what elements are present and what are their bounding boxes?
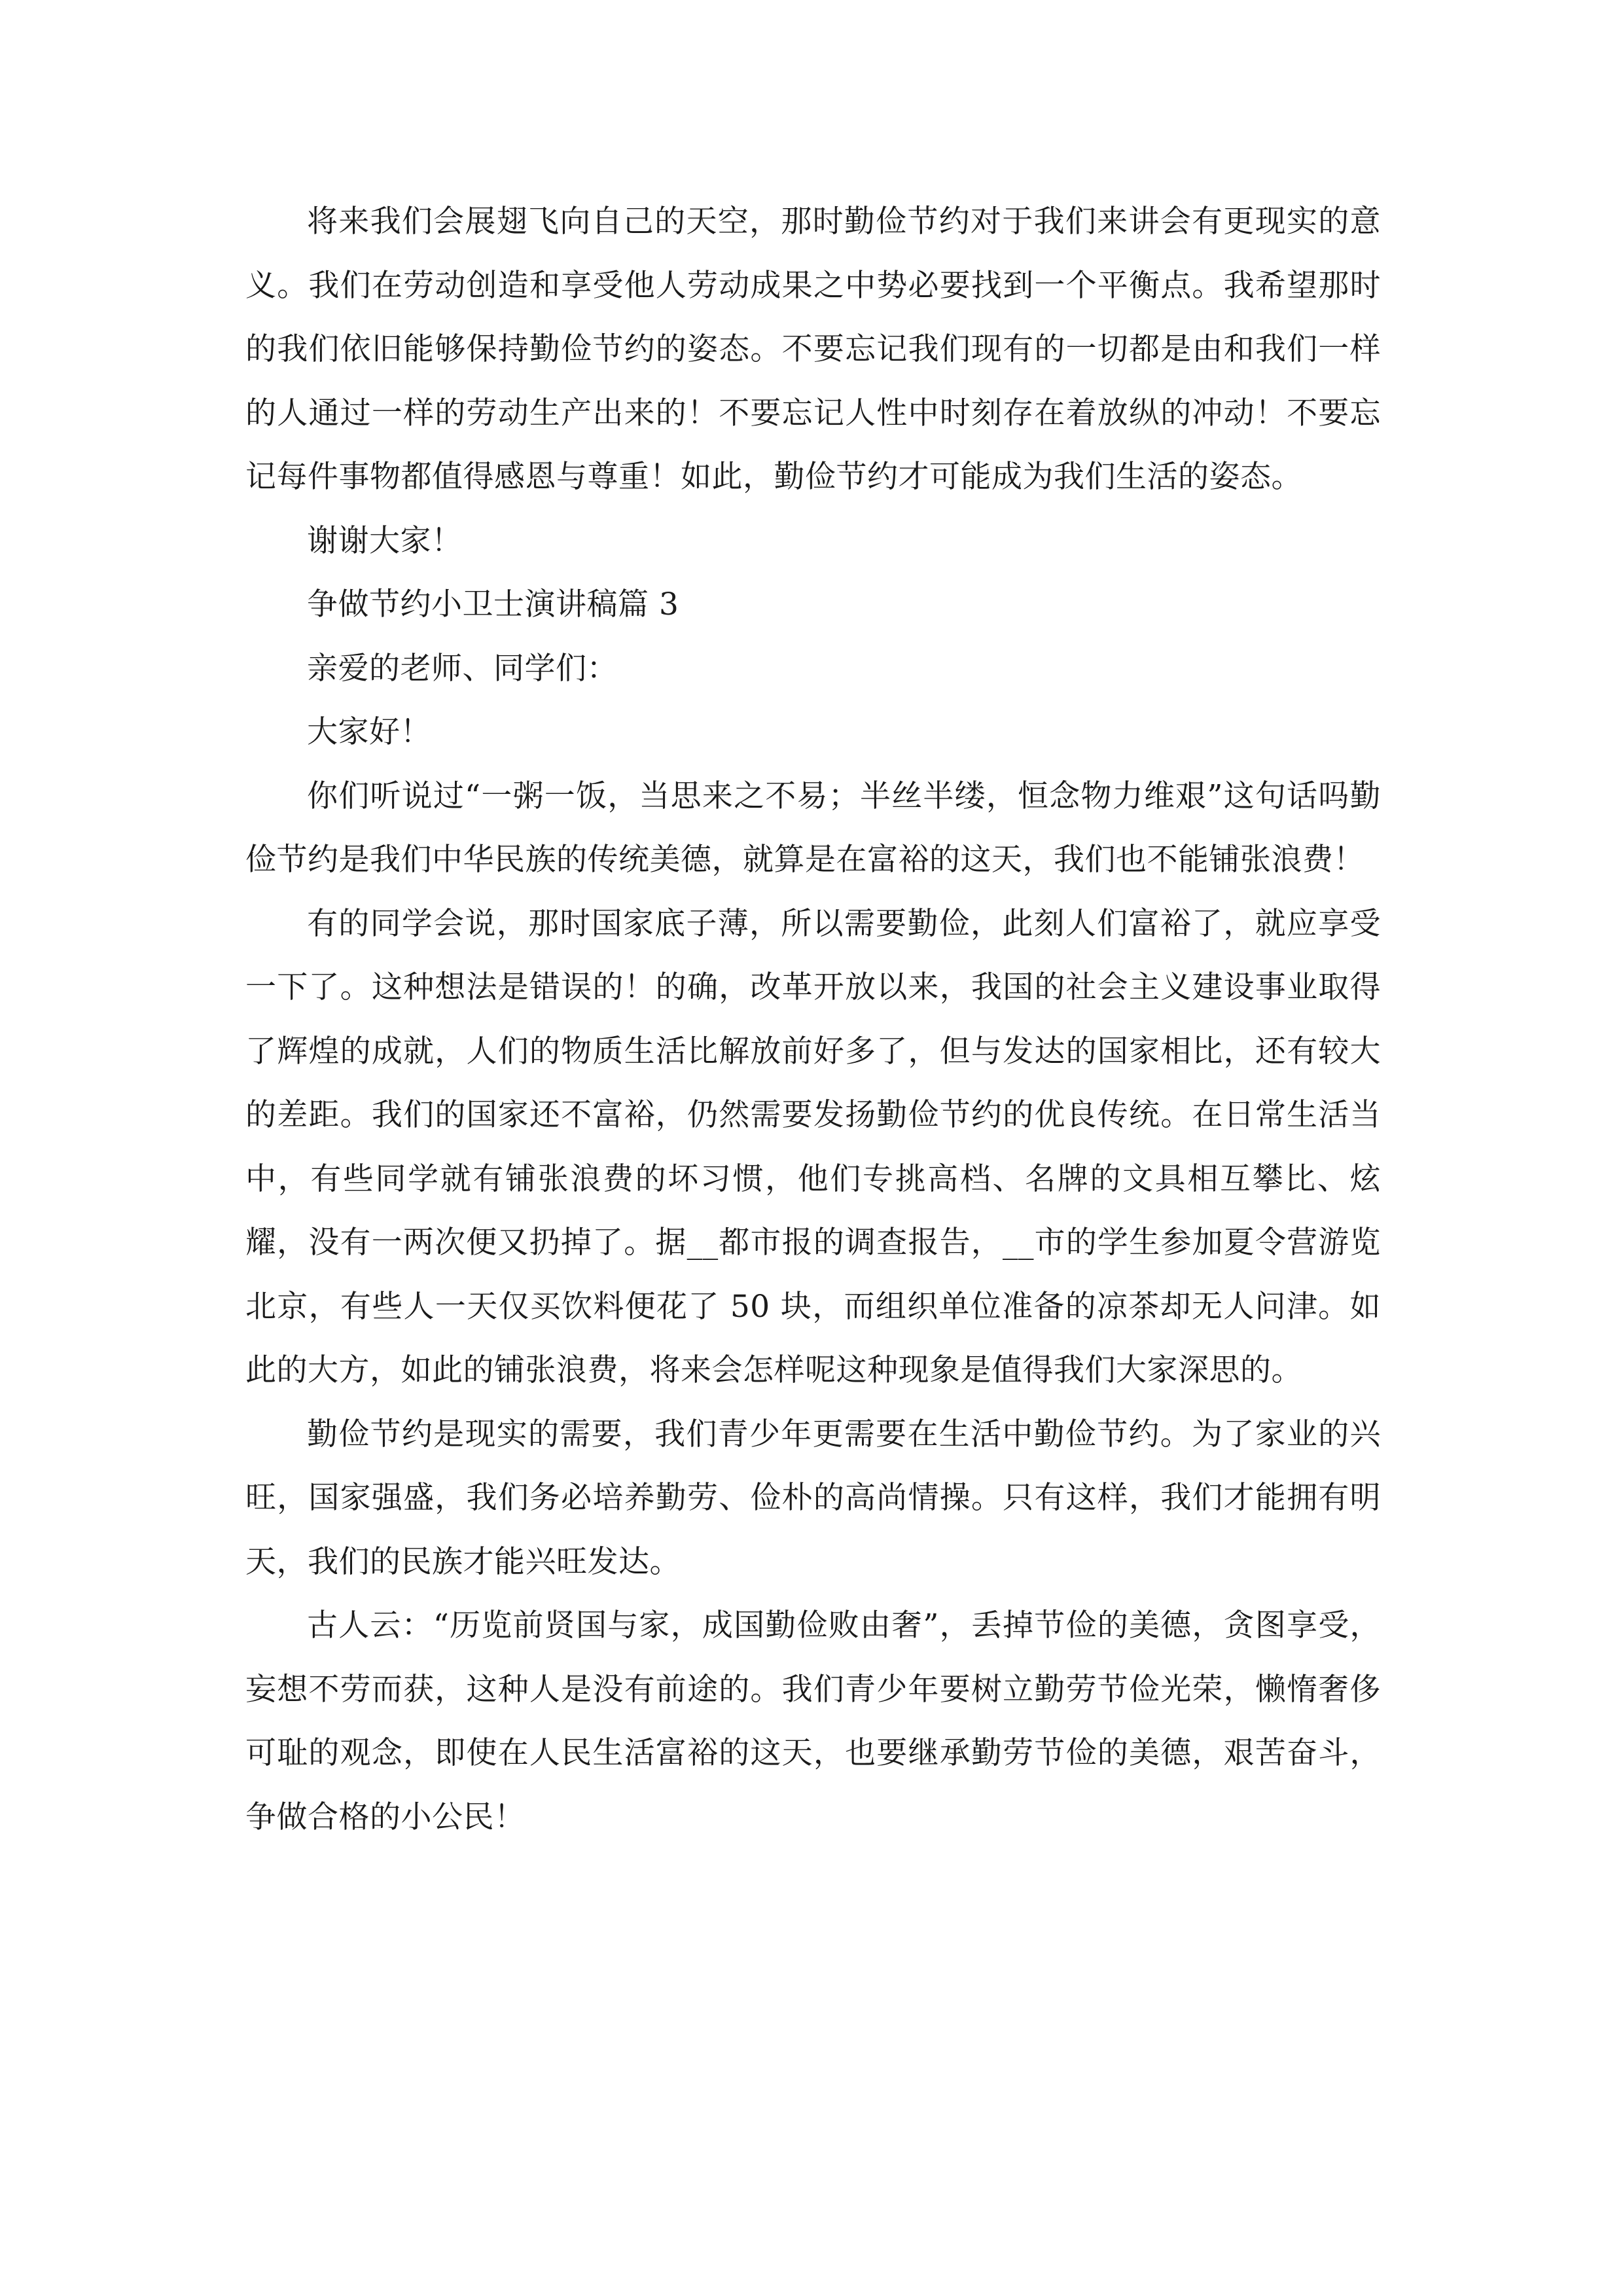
salutation: 亲爱的老师、同学们： — [307, 650, 618, 687]
greeting: 大家好！ — [307, 714, 431, 750]
paragraph-proverb: 你们听说过“一粥一饭，当思来之不易；半丝半缕，恒念物力维艰”这句话吗勤俭节约是我们中华民族的传统美德，就算是在富裕的这天，我们也不能铺张浪费！ — [245, 778, 1381, 878]
paragraph-argument: 有的同学会说，那时国家底子薄，所以需要勤俭，此刻人们富裕了，就应享受一下了。这种想法是错误的！的确，改革开放以来，我国的社会主义建设事业取得了辉煌的成就，人们的物质生活比解放前好多了，但与发达的国家相比，还有较大的差距。我们的国家还不富裕，仍然需要发扬勤俭节约的优良传统。在日常生活当中，有些同学就有铺张浪费的坏习惯，他们专挑高档、名牌的文具相互攀比、炫耀，没有一两次便又扔掉了。据__都市报的调查报告，__市的学生参加夏令营游览北京，有些人一天仅买饮料便花了 50 块，而组织单位准备的凉茶却无人问津。如此的大方，如此的铺张浪费，将来会怎样呢这种现象是值得我们大家深思的。 — [245, 905, 1381, 1388]
paragraph-thanks: 谢谢大家！ — [307, 522, 463, 559]
paragraph-conclusion: 古人云：“历览前贤国与家，成国勤俭败由奢”，丢掉节俭的美德，贪图享受，妄想不劳而获，这种人是没有前途的。我们青少年要树立勤劳节俭光荣，懒惰奢侈可耻的观念，即使在人民生活富裕的这天，也要继承勤劳节俭的美德，艰苦奋斗，争做合格的小公民！ — [245, 1607, 1381, 1835]
document-page — [245, 190, 1381, 1849]
paragraph-closing-thoughts: 将来我们会展翅飞向自己的天空，那时勤俭节约对于我们来讲会有更现实的意义。我们在劳动创造和享受他人劳动成果之中势必要找到一个平衡点。我希望那时的我们依旧能够保持勤俭节约的姿态。不要忘记我们现有的一切都是由和我们一样的人通过一样的劳动生产出来的！不要忘记人性中时刻存在着放纵的冲动！不要忘记每件事物都值得感恩与尊重！如此，勤俭节约才可能成为我们生活的姿态。 — [245, 204, 1381, 495]
paragraph-necessity: 勤俭节约是现实的需要，我们青少年更需要在生活中勤俭节约。为了家业的兴旺，国家强盛，我们务必培养勤劳、俭朴的高尚情操。只有这样，我们才能拥有明天，我们的民族才能兴旺发达。 — [245, 1416, 1381, 1580]
section-heading: 争做节约小卫士演讲稿篇 3 — [307, 586, 679, 622]
